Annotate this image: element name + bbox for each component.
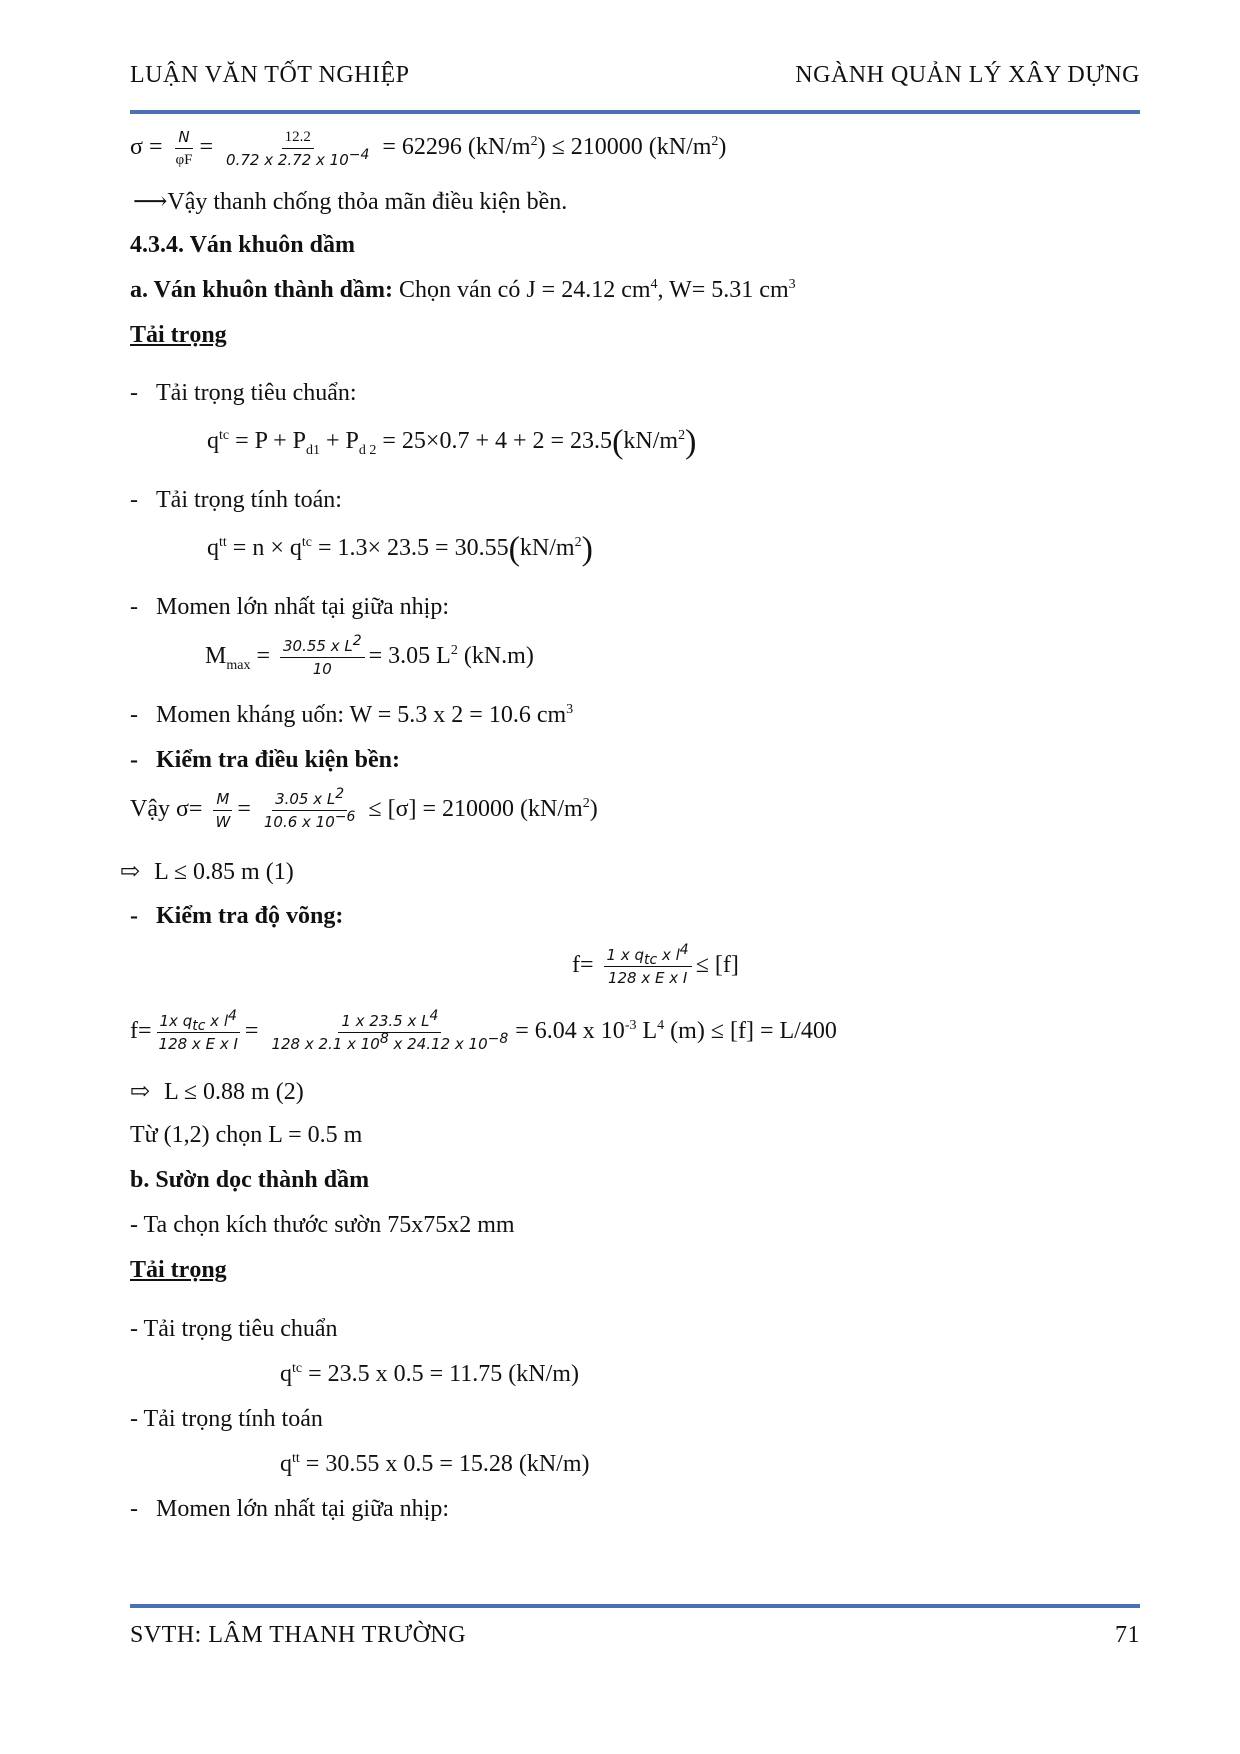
- moment-label-2: - Momen lớn nhất tại giữa nhịp:: [130, 1496, 449, 1522]
- subsection-b: b. Sườn dọc thành dầm: [130, 1167, 370, 1193]
- header-rule: [130, 110, 1140, 114]
- qtt2-formula: $q^{tt} = 30.55$ x 0.5 = 15.28 (kN/m): [280, 1451, 590, 1477]
- strength-check-heading: - Kiểm tra điều kiện bền:: [130, 747, 400, 773]
- implies-arrow-icon: ⇨: [130, 1079, 151, 1105]
- load-heading: Tải trọng: [130, 322, 227, 348]
- design-load-label: - Tải trọng tính toán:: [130, 487, 342, 513]
- qtc-formula: $q^{tc} = P + P_{d1} + P_{d 2} = 25\times 0.7 + 4 + 2 = 23.5(kN/m^2)$: [207, 423, 697, 461]
- conclusion-line: ⟶Vậy thanh chống thỏa mãn điều kiện bền.: [133, 189, 568, 215]
- fraction-12-2: $\frac{12.2}{0.72 x 2.72 x 10^{-4}}$: [226, 129, 370, 169]
- moment-label: - Momen lớn nhất tại giữa nhịp:: [130, 594, 449, 620]
- length-limit-1: ⇨ L ≤ 0.85 m (1): [120, 859, 294, 885]
- deflection-check-heading: - Kiểm tra độ võng:: [130, 903, 344, 929]
- standard-load-label: - Tải trọng tiêu chuẩn:: [130, 380, 357, 406]
- qtt-formula: $q^{tt} = n \times q^{tc} = 1.3\times 23.5 = 30.55(kN/m^2)$: [207, 530, 593, 568]
- length-limit-2: ⇨ L ≤ 0.88 m (2): [130, 1079, 304, 1105]
- qtc2-formula: $q^{tc} = 23.5$ x 0.5 = 11.75 (kN/m): [280, 1361, 579, 1387]
- section-heading: 4.3.4. Ván khuôn dầm: [130, 232, 355, 258]
- implies-arrow-icon: ⇨: [120, 859, 141, 885]
- fraction-n-over-phif: $\frac{N}{\varphi F}$: [175, 128, 193, 168]
- load-heading-2: Tải trọng: [130, 1257, 227, 1283]
- stress-check-formula: Vậy σ= $\frac{M}{W}$ = $\frac{3.05 x L^2}{10.6 x 10^{-6}}$ ≤ [σ] = 210000 $(kN/m^2)$: [130, 786, 598, 831]
- mmax-formula: $M_{max}$ = $\frac{30.55 x L^2}{10}$ = 3.05 $L^2$ (kN.m): [205, 633, 534, 678]
- footer-left: SVTH: LÂM THANH TRƯỜNG: [130, 1622, 467, 1648]
- design-load-label-2: - Tải trọng tính toán: [130, 1406, 323, 1432]
- rib-size-line: - Ta chọn kích thước sườn 75x75x2 mm: [130, 1212, 515, 1238]
- header-right: NGÀNH QUẢN LÝ XÂY DỰNG: [795, 62, 1140, 88]
- page-number: 71: [1115, 1622, 1140, 1648]
- header-left: LUẬN VĂN TỐT NGHIỆP: [130, 62, 410, 88]
- deflection-formula-general: f= $\frac{1 x q_{tc} x l^4}{\text{128 x E x I}}$ ≤ [f]: [572, 942, 739, 987]
- standard-load-label-2: - Tải trọng tiêu chuẩn: [130, 1316, 338, 1342]
- footer-rule: [130, 1604, 1140, 1608]
- sigma-equation: σ = $\frac{N}{\varphi F}$ = $\frac{12.2}{0.72 x 2.72 x 10^{-4}}$ = 62296 $(kN/m^2) \le 210000$ $(kN/m^2)$: [130, 128, 727, 169]
- deflection-formula-evaluated: f= $\frac{1x q_{tc} x l^4}{\text{128 x E x I}}$ = $\frac{1 x 23.5 x L^4}{128 x 2.1 x 10^8 x 24.12 x 10^{-8}}$ = 6.04 x $10^{-3}$ $L^4$ (m) ≤ [f] = L/400: [130, 1008, 837, 1053]
- right-arrow-icon: ⟶: [133, 189, 168, 215]
- section-modulus-line: - Momen kháng uốn: W = 5.3 x 2 = 10.6 $cm^3$: [130, 702, 574, 728]
- chosen-length: Từ (1,2) chọn L = 0.5 m: [130, 1122, 363, 1148]
- subsection-a: a. Ván khuôn thành dầm: Chọn ván có J = 24.12 $cm^4$, W= 5.31 $cm^3$: [130, 277, 796, 303]
